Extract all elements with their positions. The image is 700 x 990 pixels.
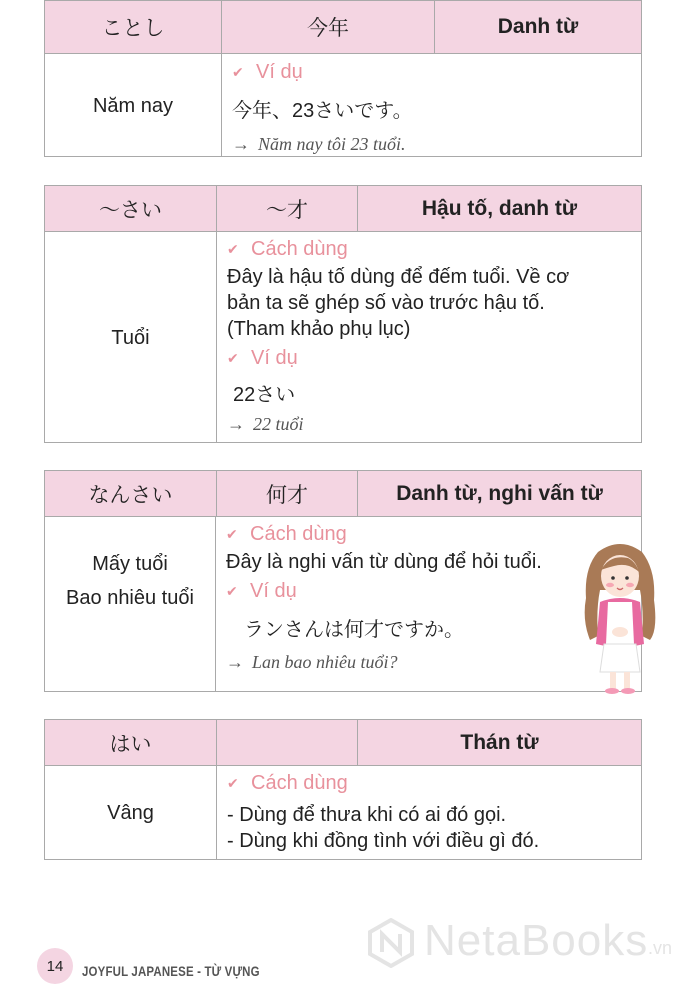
entry-body — [45, 54, 641, 157]
arrow-right-icon: → — [232, 133, 250, 154]
entry-detail — [217, 232, 641, 443]
check-icon: ✔ — [227, 240, 239, 257]
entry-header — [45, 186, 641, 232]
entry-kanji: 今年 — [221, 1, 434, 53]
example-label: ✔ Ví dụ — [226, 579, 297, 602]
arrow-right-icon: → — [227, 413, 245, 434]
entry-meaning — [45, 766, 217, 860]
watermark-suffix: .vn — [648, 938, 673, 958]
usage-text: - Dùng để thưa khi có ai đó gọi. - Dùng khi đồng tình với điều gì đó. — [227, 804, 540, 852]
entry-meaning — [45, 54, 222, 157]
vocab-entry — [44, 0, 642, 157]
entry-meaning — [45, 517, 216, 692]
entry-type: Danh từ — [434, 1, 641, 53]
arrow-right-icon: → — [226, 651, 244, 672]
meaning-line: Mấy tuổi — [92, 553, 168, 575]
check-icon: ✔ — [227, 774, 239, 791]
example-sentence: 22さい — [233, 383, 296, 406]
entry-type: Hậu tố, danh từ — [357, 186, 641, 231]
check-icon: ✔ — [232, 63, 244, 80]
usage-label: ✔ Cách dùng — [227, 771, 348, 794]
entry-header — [45, 471, 641, 517]
entry-body — [45, 517, 641, 692]
example-translation: → Năm nay tôi 23 tuổi. — [232, 133, 406, 154]
entry-body — [45, 232, 641, 443]
usage-label: ✔ Cách dùng — [227, 237, 348, 260]
entry-type: Thán từ — [357, 720, 641, 765]
entry-kana: ～さい — [99, 198, 162, 222]
example-label: ✔ Ví dụ — [227, 346, 298, 369]
footer-title: JOYFUL JAPANESE - TỪ VỰNG — [82, 963, 260, 979]
vocab-entry — [44, 185, 642, 443]
entry-header — [45, 720, 641, 766]
example-translation: → 22 tuổi — [227, 413, 304, 434]
girl-illustration — [570, 540, 670, 700]
vocab-entry — [44, 470, 642, 692]
entry-meaning — [45, 232, 217, 443]
check-icon: ✔ — [227, 349, 239, 366]
meaning-line: Vâng — [107, 802, 154, 824]
example-sentence: 今年、23さいです。 — [232, 99, 413, 122]
entry-header — [45, 1, 641, 54]
entry-detail — [222, 54, 641, 157]
meaning-line: Năm nay — [92, 94, 174, 117]
entry-kana: はい — [109, 732, 152, 756]
usage-text: Đây là nghi vấn từ dùng để hỏi tuổi. — [226, 551, 542, 573]
entry-kanji: 何才 — [216, 471, 357, 516]
entry-kanji — [216, 720, 357, 765]
vocab-entry — [44, 719, 642, 860]
usage-label: ✔ Cách dùng — [226, 522, 347, 545]
netabooks-logo-icon — [366, 918, 416, 968]
check-icon: ✔ — [226, 582, 238, 599]
entry-detail — [217, 766, 641, 860]
page-number: 14 — [37, 948, 73, 984]
entry-kanji: ～才 — [216, 186, 357, 231]
example-label: ✔ Ví dụ — [232, 60, 303, 83]
entry-kana: ことし — [101, 17, 165, 40]
entry-kana: なんさい — [88, 483, 173, 507]
example-sentence: ランさんは何才ですか。 — [244, 618, 464, 641]
watermark-brand: NetaBooks — [424, 916, 649, 965]
entry-type: Danh từ, nghi vấn từ — [357, 471, 641, 516]
meaning-line: Tuổi — [111, 326, 150, 349]
meaning-line: Bao nhiêu tuổi — [66, 587, 194, 609]
entry-body — [45, 766, 641, 860]
usage-text: Đây là hậu tố dùng để đếm tuổi. Về cơ bản ta sẽ ghép số vào trước hậu tố. (Tham khảo phụ lục) — [227, 266, 570, 340]
check-icon: ✔ — [226, 525, 238, 542]
example-translation: → Lan bao nhiêu tuổi? — [226, 651, 398, 672]
